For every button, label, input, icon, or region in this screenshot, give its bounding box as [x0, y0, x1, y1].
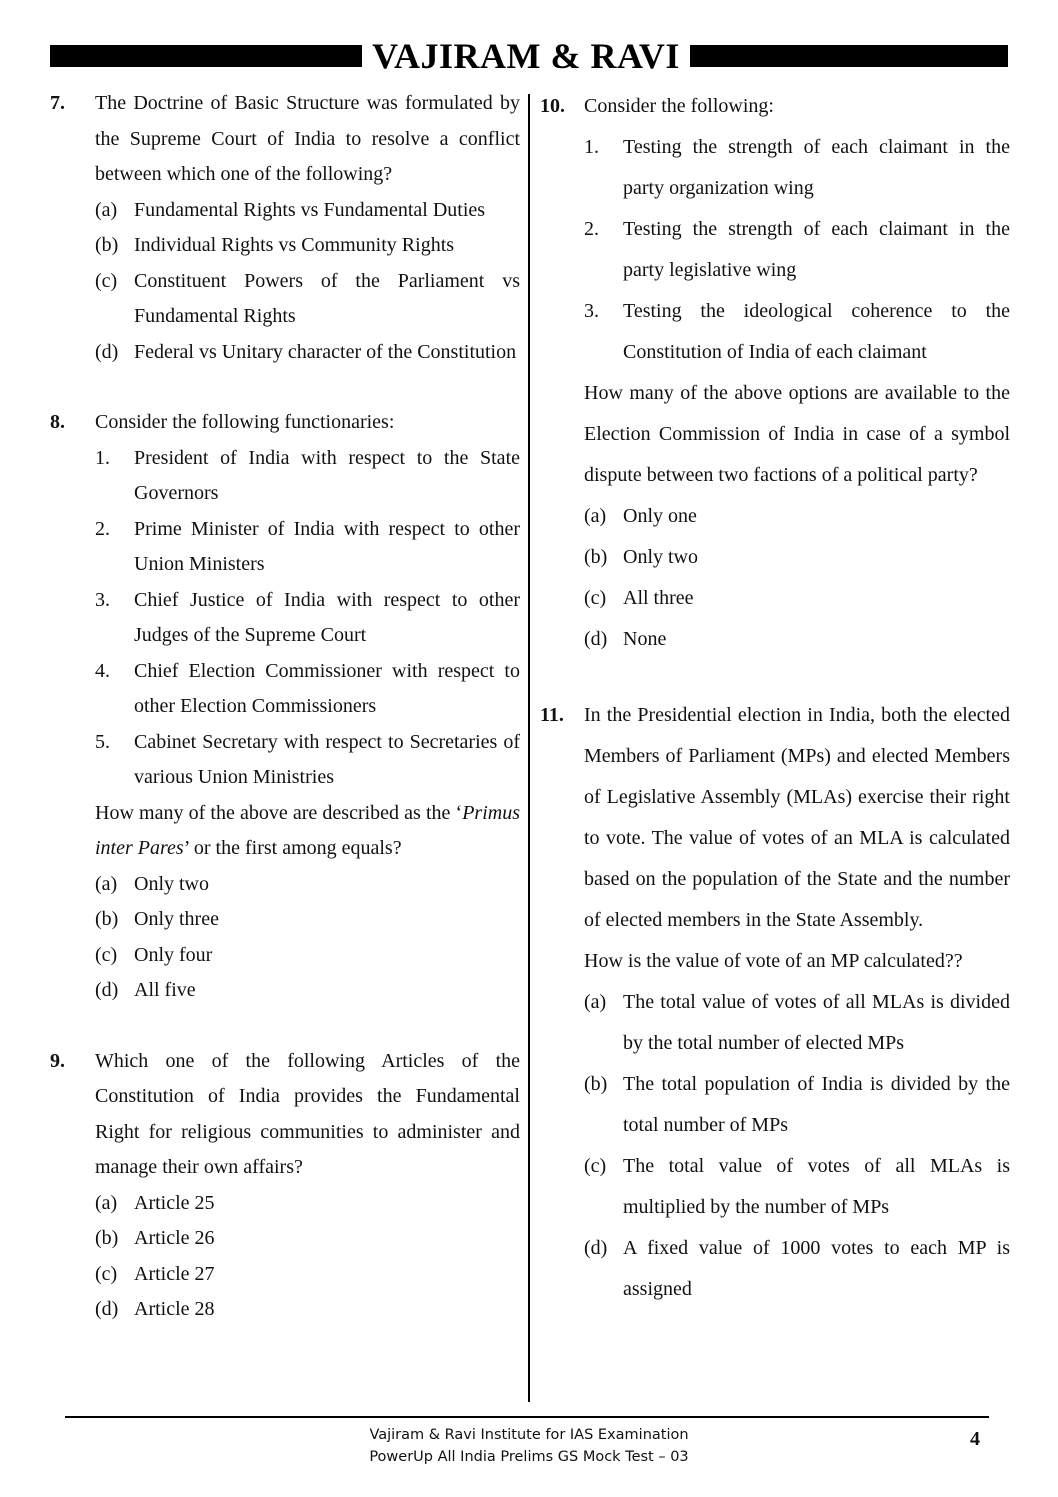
option-d: (d) A fixed value of 1000 votes to each MP is assigned: [584, 1237, 1010, 1300]
question-10: [540, 86, 1010, 660]
option-c: (c) The total value of votes of all MLAs is multiplied by the number of MPs: [584, 1155, 1010, 1218]
header-bar-left: [50, 45, 362, 67]
footer-rule: [65, 1416, 989, 1418]
option-c: (c) Article 27: [95, 1262, 215, 1285]
question-number: 8.: [50, 411, 65, 433]
option-d: (d) Article 28: [95, 1298, 215, 1320]
list-item: 3. Chief Justice of India with respect to other Judges of the Supreme Court: [95, 588, 520, 646]
question-number: 11.: [540, 704, 564, 726]
list-item: 2. Prime Minister of India with respect to other Union Ministers: [95, 517, 520, 575]
question-number: 10.: [540, 95, 565, 117]
list-item: 4. Chief Election Commissioner with respect to other Election Commissioners: [95, 659, 520, 717]
option-b: (b) Article 26: [95, 1227, 215, 1249]
option-b: (b) The total population of India is divided by the total number of MPs: [584, 1073, 1010, 1136]
option-b: (b) Individual Rights vs Community Rights: [95, 234, 455, 256]
option-b: (b) Only three: [95, 908, 219, 930]
question-9: [50, 1044, 520, 1328]
option-a: (a) Article 25: [95, 1191, 215, 1214]
list-item: 3. Testing the ideological coherence to the Constitution of India of each claimant: [584, 300, 1010, 363]
page-header: [50, 36, 1008, 76]
right-column: [540, 86, 1010, 1345]
question-11: [540, 695, 1010, 1310]
header-title: VAJIRAM & RAVI: [372, 36, 680, 76]
option-c: (c) All three: [584, 587, 694, 609]
question-text: The Doctrine of Basic Structure was formulated by the Supreme Court of India to resolve a conflict between which one of the following?: [95, 92, 520, 185]
footer-institute: Vajiram & Ravi Institute for IAS Examination: [369, 1427, 689, 1443]
question-text: Consider the following:: [584, 95, 774, 117]
option-a: (a) Only one: [584, 505, 697, 527]
option-a: (a) Only two: [95, 872, 209, 895]
page-number: 4: [970, 1428, 980, 1450]
option-d: (d) None: [584, 628, 667, 650]
option-c: (c) Constituent Powers of the Parliament vs Fundamental Rights: [95, 269, 520, 327]
question-number: 7.: [50, 92, 65, 114]
list-item: 2. Testing the strength of each claimant in the party legislative wing: [584, 218, 1010, 281]
page-footer: [0, 1424, 1058, 1468]
list-item: 1. President of India with respect to the State Governors: [95, 446, 520, 504]
question-number: 9.: [50, 1049, 65, 1072]
option-d: (d) Federal vs Unitary character of the Constitution: [95, 340, 517, 363]
question-stem: How is the value of vote of an MP calculated??: [584, 950, 963, 972]
question-text: Consider the following functionaries:: [95, 411, 395, 433]
footer-test-name: PowerUp All India Prelims GS Mock Test – 03: [369, 1449, 689, 1465]
list-item: 1. Testing the strength of each claimant in the party organization wing: [584, 136, 1010, 199]
option-a: (a) Fundamental Rights vs Fundamental Duties: [95, 198, 486, 221]
question-stem: How many of the above options are available to the Election Commission of India in case of a symbol dispute between two factions of a political party?: [584, 382, 1010, 486]
question-text: In the Presidential election in India, both the elected Members of Parliament (MPs) and elected Members of Legislative Assembly (MLAs) exercise their right to vote. The value of votes of an MLA is calculated based on the population of the State and the number of elected members in the State Assembly.: [584, 704, 1010, 931]
header-bar-right: [690, 45, 1008, 67]
question-8: [50, 405, 520, 1009]
question-text: Which one of the following Articles of the Constitution of India provides the Fundamental Right for religious communities to administer and manage their own affairs?: [95, 1049, 520, 1178]
option-a: (a) The total value of votes of all MLAs is divided by the total number of elected MPs: [584, 991, 1010, 1054]
question-7: [50, 86, 520, 370]
option-c: (c) Only four: [95, 943, 213, 966]
question-stem: How many of the above are described as the ‘Primus inter Pares’ or the first among equals?: [95, 801, 520, 859]
column-divider: [528, 94, 530, 1402]
option-b: (b) Only two: [584, 546, 698, 568]
option-d: (d) All five: [95, 979, 196, 1001]
left-column: [50, 86, 520, 1363]
list-item: 5. Cabinet Secretary with respect to Secretaries of various Union Ministries: [95, 730, 520, 788]
